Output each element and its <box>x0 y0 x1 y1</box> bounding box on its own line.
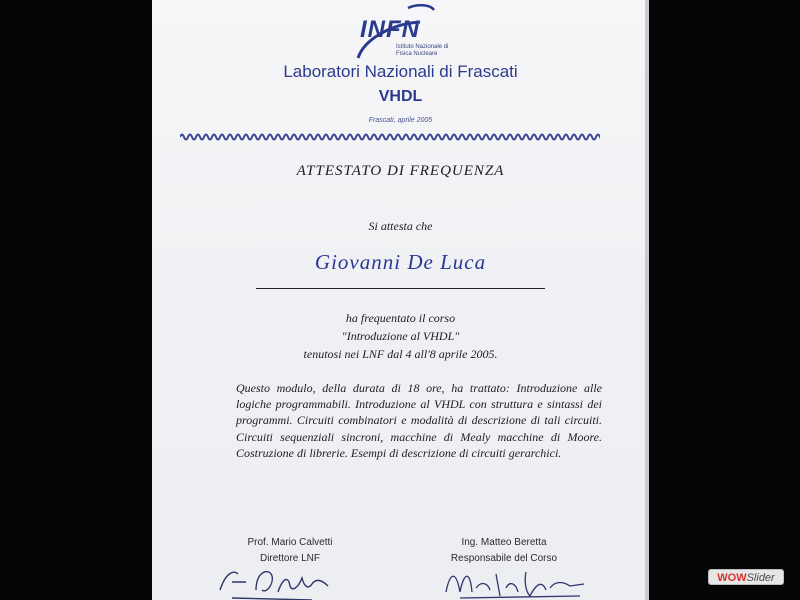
signatory-1-role: Direttore LNF <box>259 553 320 564</box>
laboratory-name: Laboratori Nazionali di Frascati <box>283 62 518 81</box>
certificate-document <box>152 0 649 600</box>
signatory-1-name: Prof. Mario Calvetti <box>247 537 333 548</box>
signature-1 <box>212 560 352 600</box>
watermark-part-1: WOW <box>717 572 747 584</box>
recipient-underline <box>256 288 545 289</box>
place-date: Frascati, aprile 2005 <box>368 117 433 124</box>
course-line-3: tenutosi nei LNF dal 4 all'8 aprile 2005. <box>303 347 498 361</box>
attesta-line: Si attesta che <box>368 219 433 233</box>
infn-logo <box>350 0 460 62</box>
logo-subtitle: Istituto Nazionale di Fisica Nucleare <box>396 44 449 57</box>
recipient-name: Giovanni De Luca <box>314 250 487 274</box>
paper-edge <box>645 0 649 600</box>
course-line-2: "Introduzione al VHDL" <box>341 329 460 343</box>
certificate-title: ATTESTATO DI FREQUENZA <box>296 163 505 179</box>
course-line-1: ha frequentato il corso <box>345 311 456 325</box>
watermark-part-2: Slider <box>746 572 775 584</box>
logo-text: INFN <box>360 16 420 43</box>
wave-divider <box>180 131 600 143</box>
signature-2 <box>440 562 590 600</box>
signatory-2-name: Ing. Matteo Beretta <box>461 537 547 548</box>
course-short-title: VHDL <box>378 88 423 105</box>
wowslider-watermark[interactable] <box>708 569 784 585</box>
signatory-2-role: Responsabile del Corso <box>450 553 558 564</box>
course-description: Questo modulo, della durata di 18 ore, ha trattato: Introduzione alle logiche programmabili. Introduzione al VHDL con struttura e sintassi dei programmi. Circuiti combinatori e modalità di descrizione di tali circuiti. Circuiti sequenziali sincroni, macchine di Mealy macchine di Moore. Costruzione di librerie. Esempi di descrizione di circuiti gerarchici. <box>236 381 602 460</box>
